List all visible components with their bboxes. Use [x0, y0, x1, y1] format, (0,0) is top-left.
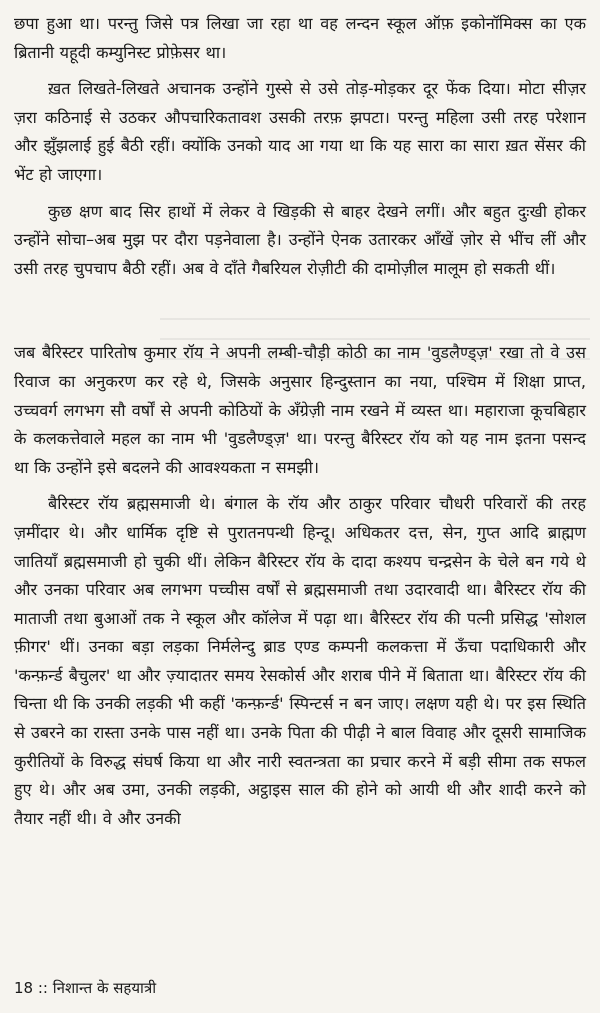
- show-through-text: [160, 318, 590, 378]
- paragraph: बैरिस्टर रॉय ब्रह्मसमाजी थे। बंगाल के रॉय और ठाकुर परिवार चौधरी परिवारों की तरह ज़मींदार थे। और धार्मिक दृष्टि से पुरातनपन्थी हिन्दू। अधिकतर दत्त, सेन, गुप्त आदि ब्राह्मण जातियाँ ब्रह्मसमाजी हो चुकी थीं। लेकिन बैरिस्टर रॉय के दादा कश्यप चन्द्रसेन के चेले बन गये थे और उनका परिवार अब लगभग पच्चीस वर्षों से ब्रह्मसमाजी तथा उदारवादी था। बैरिस्टर रॉय की माताजी तथा बुआओं तक ने स्कूल और कॉलेज में पढ़ा था। बैरिस्टर रॉय की पत्नी प्रसिद्ध 'सोशल फ़ीगर' थीं। उनका बड़ा लड़का निर्मलेन्दु ब्राड एण्ड कम्पनी कलकत्ता में ऊँचा पदाधिकारी और 'कन्फ़र्न्ड बैचुलर' था और ज़्यादातर समय रेसकोर्स और शराब पीने में बिताता था। बैरिस्टर रॉय की चिन्ता थी कि उनकी लड़की भी कहीं 'कन्फ़र्न्ड' स्पिन्टर्स न बन जाए। लक्षण यही थे। पर इस स्थिति से उबरने का रास्ता उनके पास नहीं था। उनके पिता की पीढ़ी ने बाल विवाह और दूसरी सामाजिक कुरीतियों के विरुद्ध संघर्ष किया था और नारी स्वतन्त्रता का प्रचार करने में बड़ी सीमा तक सफल हुए थे। और अब उमा, उनकी लड़की, अट्ठाइस साल की होने को आयी थी और शादी करने को तैयार नहीं थी। वे और उनकी: [14, 494, 586, 828]
- paragraph: कुछ क्षण बाद सिर हाथों में लेकर वे खिड़की से बाहर देखने लगीं। और बहुत दुःखी होकर उन्होंने सोचा–अब मुझ पर दौरा पड़नेवाला है। उन्होंने ऐनक उतारकर आँखें ज़ोर से भींच लीं और उसी तरह चुपचाप बैठी रहीं। अब वे दाँते गैबरियल रोज़ीटी की दामोज़ील मालूम हो सकती थीं।: [14, 201, 586, 278]
- paragraph: ख़त लिखते-लिखते अचानक उन्होंने गुस्से से उसे तोड़-मोड़कर दूर फेंक दिया। मोटा सीज़र ज़रा कठिनाई से उठकर औपचारिकतावश उसकी तरफ़ झपटा। परन्तु महिला उसी तरह परेशान और झुँझलाई हुई बैठी रहीं। क्योंकि उनको याद आ गया था कि यह सारा का सारा ख़त सेंसर की भेंट हो जाएगा।: [14, 79, 586, 184]
- paragraph: जब बैरिस्टर पारितोष कुमार रॉय ने अपनी लम्बी-चौड़ी कोठी का नाम 'वुडलैण्ड्ज़' रखा तो वे उस रिवाज का अनुकरण कर रहे थे, जिसके अनुसार हिन्दुस्तान का नया, पश्चिम में शिक्षा प्राप्त, उच्चवर्ग लगभग सौ वर्षों से अपनी कोठियों के अँग्रेज़ी नाम रखने में व्यस्त था। महाराजा कूचबिहार के कलकत्तेवाले महल का नाम भी 'वुडलैण्ड्ज़' था। परन्तु बैरिस्टर रॉय को यह नाम इतना पसन्द था कि उन्होंने इसे बदलने की आवश्यकता न समझी।: [14, 343, 586, 477]
- section-continuation: [14, 10, 586, 283]
- paragraph: छपा हुआ था। परन्तु जिसे पत्र लिखा जा रहा था वह लन्दन स्कूल ऑफ़ इकोनॉमिक्स का एक ब्रितानी यहूदी कम्युनिस्ट प्रोफ़ेसर था।: [14, 14, 586, 62]
- page-footer: 18 :: निशान्त के सहयात्री: [14, 979, 157, 997]
- section-new-chapter: [14, 339, 586, 833]
